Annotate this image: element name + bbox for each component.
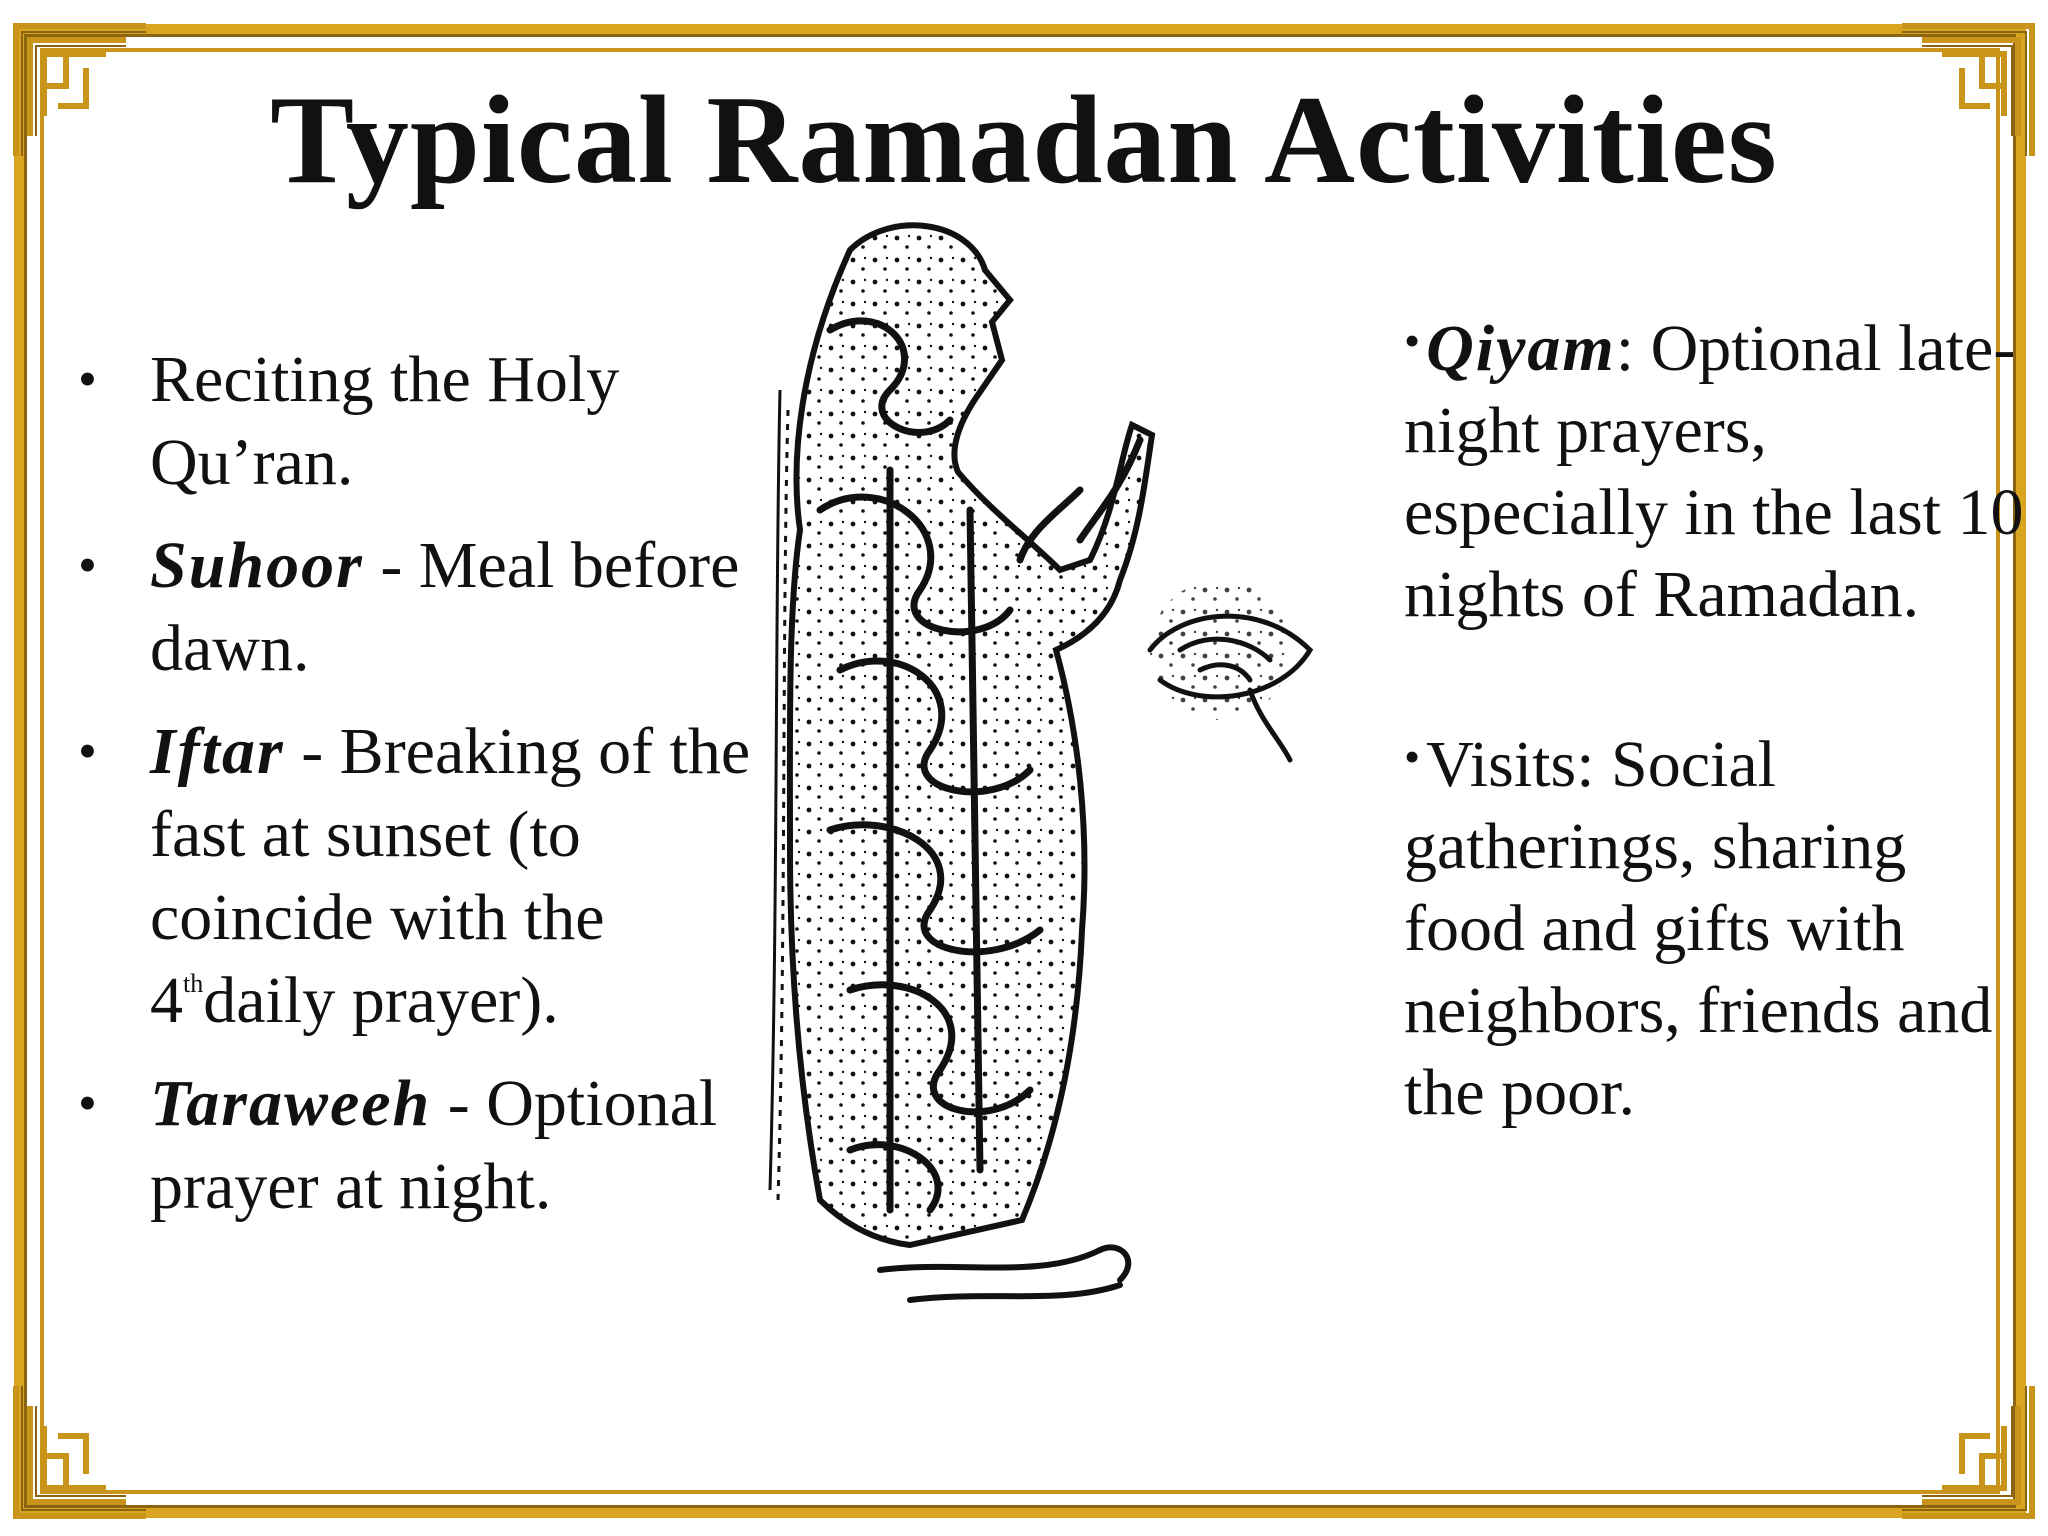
list-item [74,1062,774,1228]
item-text-cont: daily prayer). [203,964,559,1037]
bullet-icon: • [78,535,97,595]
item-term: Iftar [150,715,285,788]
bullet-icon: • [78,349,97,409]
item-text: - Meal before dawn. [150,529,740,685]
slide-title: Typical Ramadan Activities [270,71,1778,210]
list-item [74,710,774,1042]
left-bullet-list [74,338,774,1248]
item-text: Visits: Social gatherings, sharing food and gifts with neighbors, friends and the poor. [1404,728,1993,1129]
item-term: Suhoor [150,529,364,602]
bullet-icon: • [1404,731,1421,782]
item-text: - Optional prayer at night. [150,1067,718,1223]
frame-corner-ornament-icon [6,1376,156,1526]
item-text: - Breaking of the fast at sunset (to coincide with the 4 [150,715,751,1037]
frame-corner-ornament-icon [1892,1376,2042,1526]
right-text-column [1404,300,2024,1214]
list-item [1404,716,2024,1134]
item-term: Taraweeh [150,1067,432,1140]
praying-figure-calligraphy-icon [760,210,1400,1340]
item-term: Qiyam [1426,312,1616,385]
list-item [74,338,774,504]
ordinal-suffix: th [183,969,204,998]
bullet-icon: • [1404,315,1421,366]
item-text: : Optional late-night prayers, especially in the last 10 nights of Ramadan. [1404,312,2024,631]
list-item [1404,300,2024,636]
item-text: Reciting the Holy Qu’ran. [150,343,620,499]
bullet-icon: • [78,721,97,781]
bullet-icon: • [78,1073,97,1133]
list-item [74,524,774,690]
